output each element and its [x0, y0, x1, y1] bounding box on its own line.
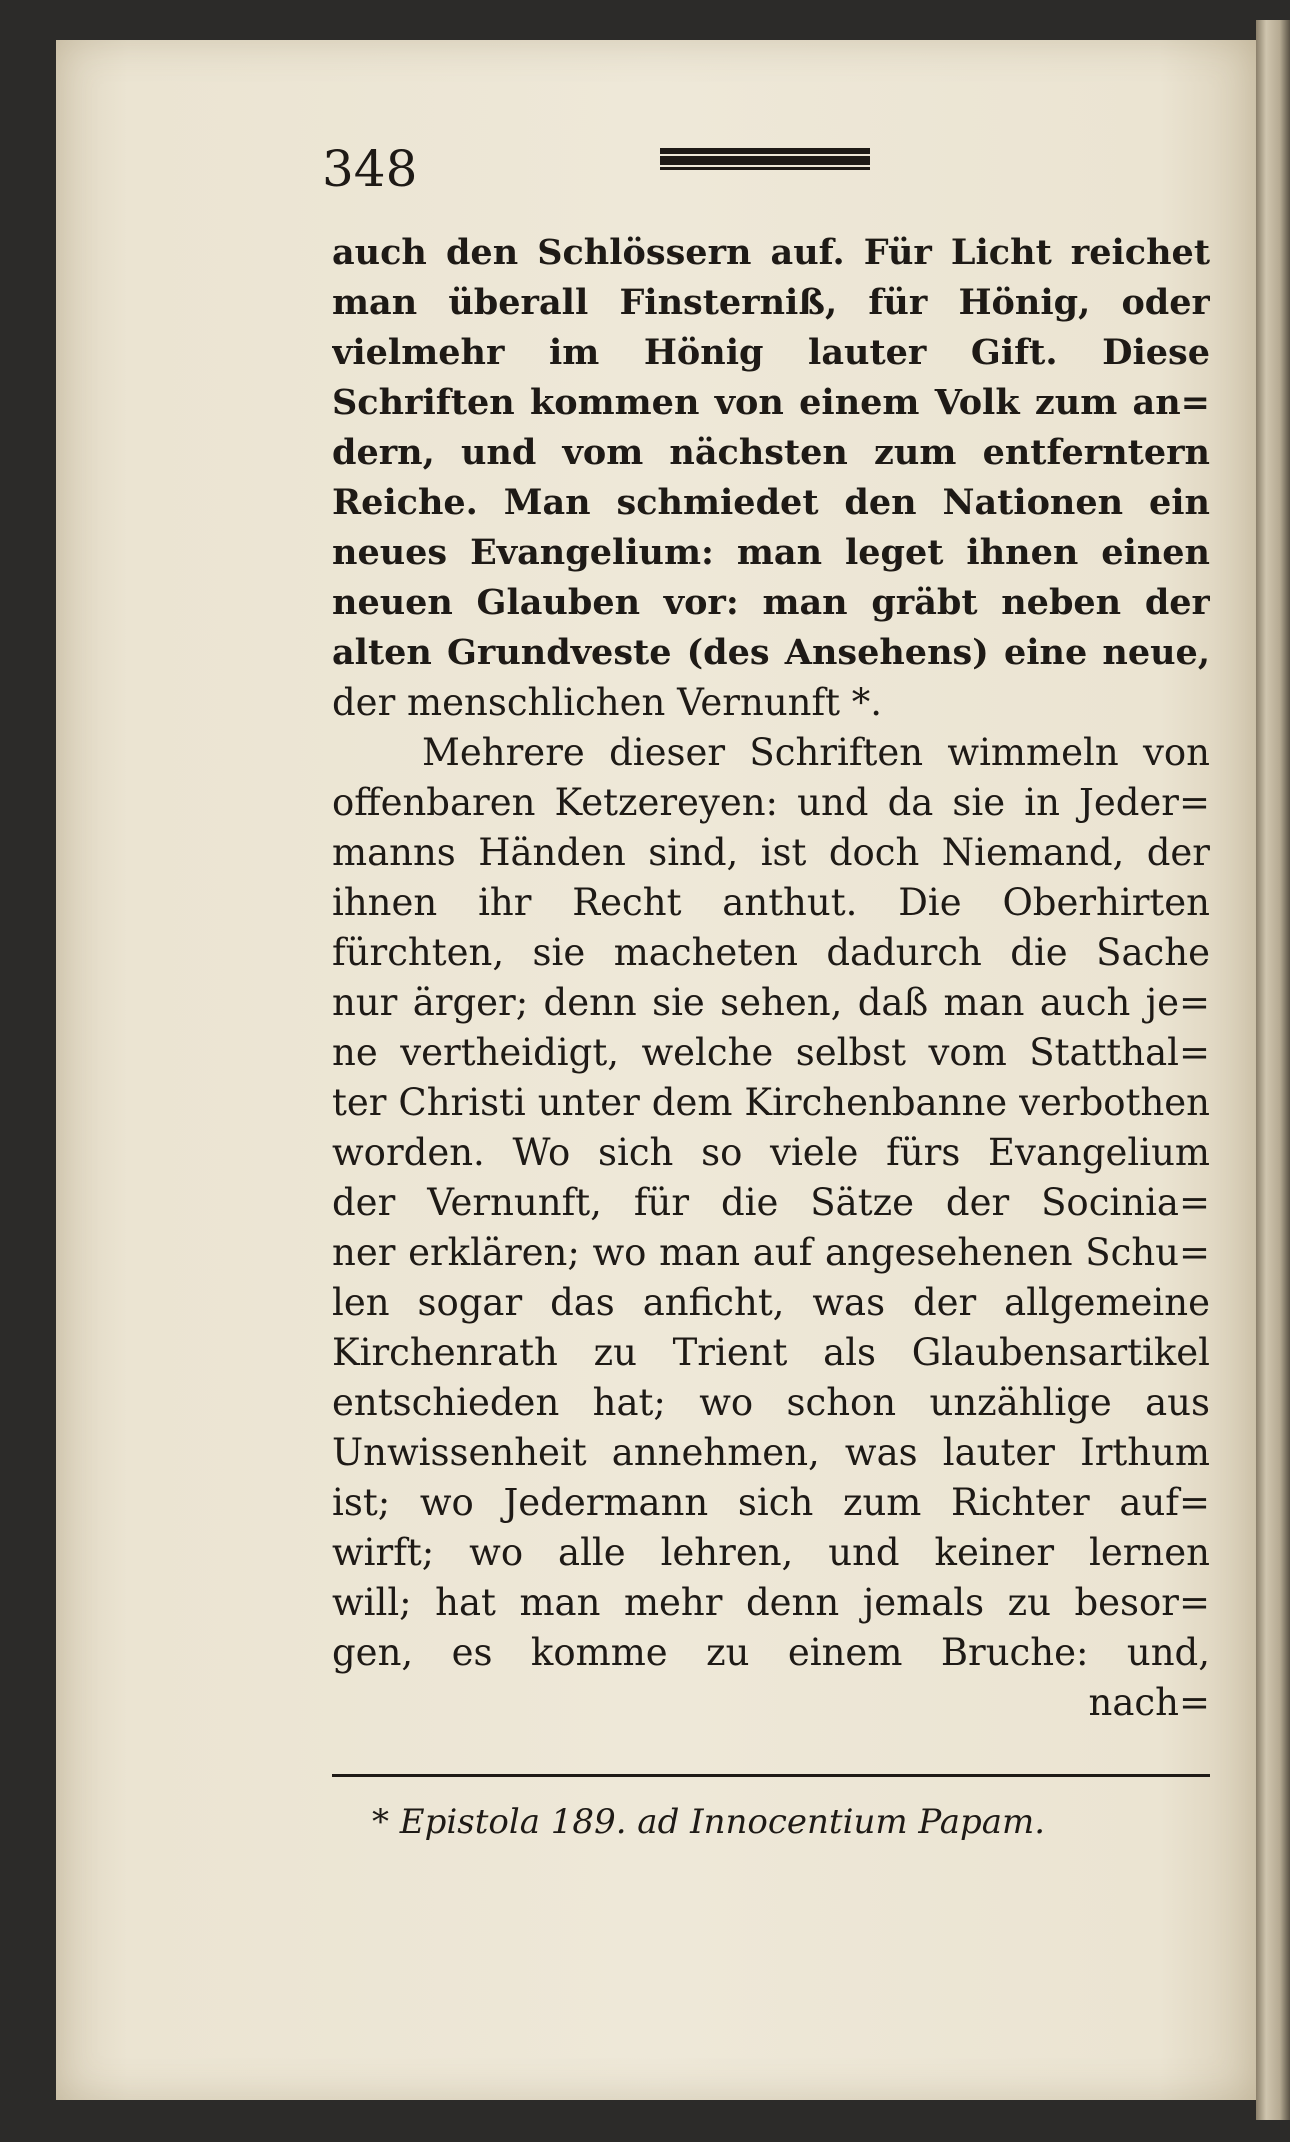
text-line: man überall Finsterniß, für Hönig, oder	[332, 282, 1210, 323]
text-line: der Vernunft, für die Sätze der Socinia=	[332, 1181, 1210, 1224]
text-line: neues Evangelium: man leget ihnen einen	[332, 532, 1210, 573]
text-line: wirft; wo alle lehren, und keiner lernen	[332, 1531, 1210, 1574]
text-line: Kirchenrath zu Trient als Glaubensartikel	[332, 1331, 1210, 1374]
text-line: ne vertheidigt, welche selbst vom Statthal=	[332, 1031, 1210, 1074]
text-line: neuen Glauben vor: man gräbt neben der	[332, 582, 1210, 623]
footnote: * Epistola 189. ad Innocentium Papam.	[372, 1802, 1046, 1842]
footnote-rule	[332, 1774, 1210, 1777]
body-text	[332, 228, 1210, 1728]
text-line: ter Christi unter dem Kirchenbanne verbothen	[332, 1081, 1210, 1124]
text-line: gen, es komme zu einem Bruche: und,	[332, 1631, 1210, 1674]
text-line: Unwissenheit annehmen, was lauter Irthum	[332, 1431, 1210, 1474]
text-line: Mehrere dieser Schriften wimmeln von	[422, 731, 1210, 774]
text-line: manns Händen sind, ist doch Niemand, der	[332, 831, 1210, 874]
page-number: 348	[322, 140, 418, 198]
text-line: der menschlichen Vernunft *.	[332, 681, 883, 724]
catchword: nach=	[1088, 1681, 1210, 1724]
text-line: nur ärger; denn sie sehen, daß man auch je=	[332, 981, 1210, 1024]
text-line: ihnen ihr Recht anthut. Die Oberhirten	[332, 881, 1210, 924]
text-line: will; hat man mehr denn jemals zu besor=	[332, 1581, 1210, 1624]
text-line: entschieden hat; wo schon unzählige aus	[332, 1381, 1210, 1424]
text-line: len sogar das anficht, was der allgemeine	[332, 1281, 1210, 1324]
text-line: dern, und vom nächsten zum entferntern	[332, 432, 1210, 473]
text-line: Schriften kommen von einem Volk zum an=	[332, 382, 1210, 423]
text-line: alten Grundveste (des Ansehens) eine neue,	[332, 632, 1210, 673]
text-line: ner erklären; wo man auf angesehenen Schu=	[332, 1231, 1210, 1274]
text-line: fürchten, sie macheten dadurch die Sache	[332, 931, 1210, 974]
header-ornament-rule	[660, 148, 870, 170]
text-line: ist; wo Jedermann sich zum Richter auf=	[332, 1481, 1210, 1524]
text-line: vielmehr im Hönig lauter Gift. Diese	[332, 332, 1210, 373]
text-line: worden. Wo sich so viele fürs Evangelium	[332, 1131, 1210, 1174]
text-line: Reiche. Man schmiedet den Nationen ein	[332, 482, 1210, 523]
text-line: offenbaren Ketzereyen: und da sie in Jeder=	[332, 781, 1210, 824]
next-page-edge	[1256, 20, 1290, 2120]
text-line: auch den Schlössern auf. Für Licht reichet	[332, 232, 1210, 273]
